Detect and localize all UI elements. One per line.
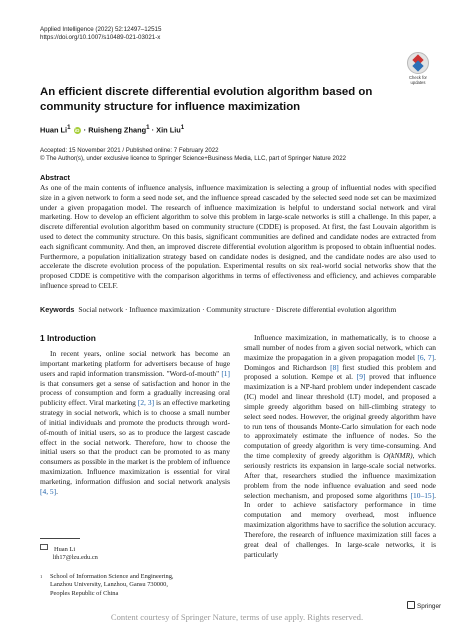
springer-horse-icon (407, 601, 415, 609)
intro-right-column: Influence maximization, in mathematically, is to choose a small number of nodes from a given social network, which can maximize the propagation in a given propagation model [6, 7]. Domingos and Richardson [8] first studied this problem and proposed a solution. Kempe et al. [9] proved that influence maximization is a NP-hard problem under independent cascade (IC) model and linear threshold (LT) model, and proposed a simple greedy algorithm based on hill-climbing strategy to select seed nodes. However, the original greedy algorithm have to run tens of thousands Monte-Carlo simulation for each node to approximately estimate the influence of nodes. So the computation of greedy algorithm is very time-consuming. And the time complexity of greedy algorithm is O(kNMR), which seriously restricts its expansion in large-scale social networks. After that, researchers studied the influence maximization problem from the node influence evaluation and seed node selection mechanism, and proposed some algorithms [10–15]. In order to achieve satisfactory performance in time computation and memory overhead, most influence maximization algorithms have to sacrifice the solution accuracy. Therefore, the research of influence maximization still faces a great deal of challenges. In large-scale networks, it is particularly (244, 333, 437, 559)
complexity-formula: O(kNMR) (383, 451, 413, 461)
affiliation: 1 School of Information Science and Engineering, Lanzhou University, Lanzhou, Gansu 730000, Peoples Republic of China (40, 573, 174, 597)
abstract-text: As one of the main contents of influence analysis, influence maximization is selecting a group of influential nodes with specified size in a given network to form a seed node set, and the influence spread cascaded by the selected seed node set can be maximized under a given propagation model. The research of influence maximization is helpful to understand social network and viral marketing. How to develop an efficient algorithm to solve this problem in large-scale networks is still a challenge. In this paper, a discrete differential evolution algorithm based on community structure (CDDE) is proposed. At first, the fast Louvain algorithm is used to detect the community structure. On this basis, significant communities are defined and candidate nodes are extracted from each significant community. And then, an improved discrete differential evolution algorithm is proposed to obtain influential nodes. Furthermore, a population initialization strategy based on candidate nodes is designed, and the candidate nodes are also used to accelerate the discrete evolution process of the population. Experimental results on six real-world social networks show that the proposed CDDE is competitive with the comparison algorithms in terms of effectiveness and efficiency, and achieves comparable influence spread to CELF. (40, 183, 436, 290)
paper-title: An efficient discrete differential evolution algorithm based on community structure for influence maximization (40, 86, 373, 113)
citation-link[interactable]: [10–15] (410, 490, 435, 500)
copyright-notice: © The Author(s), under exclusive licence to Springer Science+Business Media, LLC, part of Springer Nature 2022 (40, 155, 347, 162)
author-list: Huan Li$^1$ iD · Ruisheng Zhang$^1$ · Xin Liu$^1$ (40, 124, 185, 135)
author-name[interactable]: Huan Li (40, 125, 68, 135)
citation-link[interactable]: [9] (356, 372, 366, 382)
footnote-divider (40, 538, 80, 539)
keywords (40, 305, 436, 315)
abstract-heading: Abstract (40, 173, 70, 182)
publication-dates: Accepted: 15 November 2021 / Published online: 7 February 2022 © The Author(s), under exclusive licence to Springer Science+Business Media, LLC, part of Springer Nature 2022 (40, 147, 347, 162)
courtesy-watermark: Content courtesy of Springer Nature, terms of use apply. Rights reserved. (110, 612, 364, 622)
doi-link[interactable]: https://doi.org/10.1007/s10489-021-03021-x (40, 34, 161, 41)
author-email[interactable]: lih17@lzu.edu.cn (52, 554, 98, 562)
author-name[interactable]: Ruisheng Zhang (88, 125, 147, 135)
intro-left-column: In recent years, online social network has become an important marketing platform for advertisers because of huge users and rapid information transmission. "Word-of-mouth" [1] is that consumers get a sense of satisfaction and honor in the process of consumption and form a gradually increasing oral publicity effect. Viral marketing [2, 3] is an effective marketing strategy in social network, which is to choose a small number of initial individuals and promote the products through word-of-mouth of initial users, so as to produce the largest cascade effect in the social network. Therefore, how to choose the initial users so that the product can be promoted to as many consumers as possible in the market is the problem of influence maximization. Influence maximization is essential for viral marketing, information diffusion and social network analysis [4, 5]. (40, 349, 231, 496)
crossmark-icon (407, 52, 429, 74)
section-heading: 1 Introduction (40, 333, 96, 343)
envelope-icon (40, 544, 48, 550)
keywords-heading: Keywords (40, 305, 75, 314)
publisher-logo: Springer (407, 601, 441, 610)
journal-header (40, 26, 161, 42)
check-for-updates-badge[interactable] (404, 52, 432, 85)
orcid-icon[interactable]: iD (74, 128, 80, 134)
corresponding-author: Huan Li lih17@lzu.edu.cn (40, 544, 98, 563)
citation-link[interactable]: [2, 3] (137, 398, 155, 408)
author-name[interactable]: Xin Liu (156, 125, 181, 135)
crossmark-label: Check for updates (409, 75, 427, 85)
journal-citation: Applied Intelligence (2022) 52:12497–12515 (40, 26, 162, 33)
citation-link[interactable]: [4, 5] (40, 486, 57, 496)
keywords-list: Social network · Influence maximization · Community structure · Discrete differential evolution algorithm (78, 305, 397, 314)
citation-link[interactable]: [8] (330, 362, 339, 372)
citation-link[interactable]: [1] (221, 368, 231, 378)
citation-link[interactable]: [6, 7] (417, 352, 435, 362)
